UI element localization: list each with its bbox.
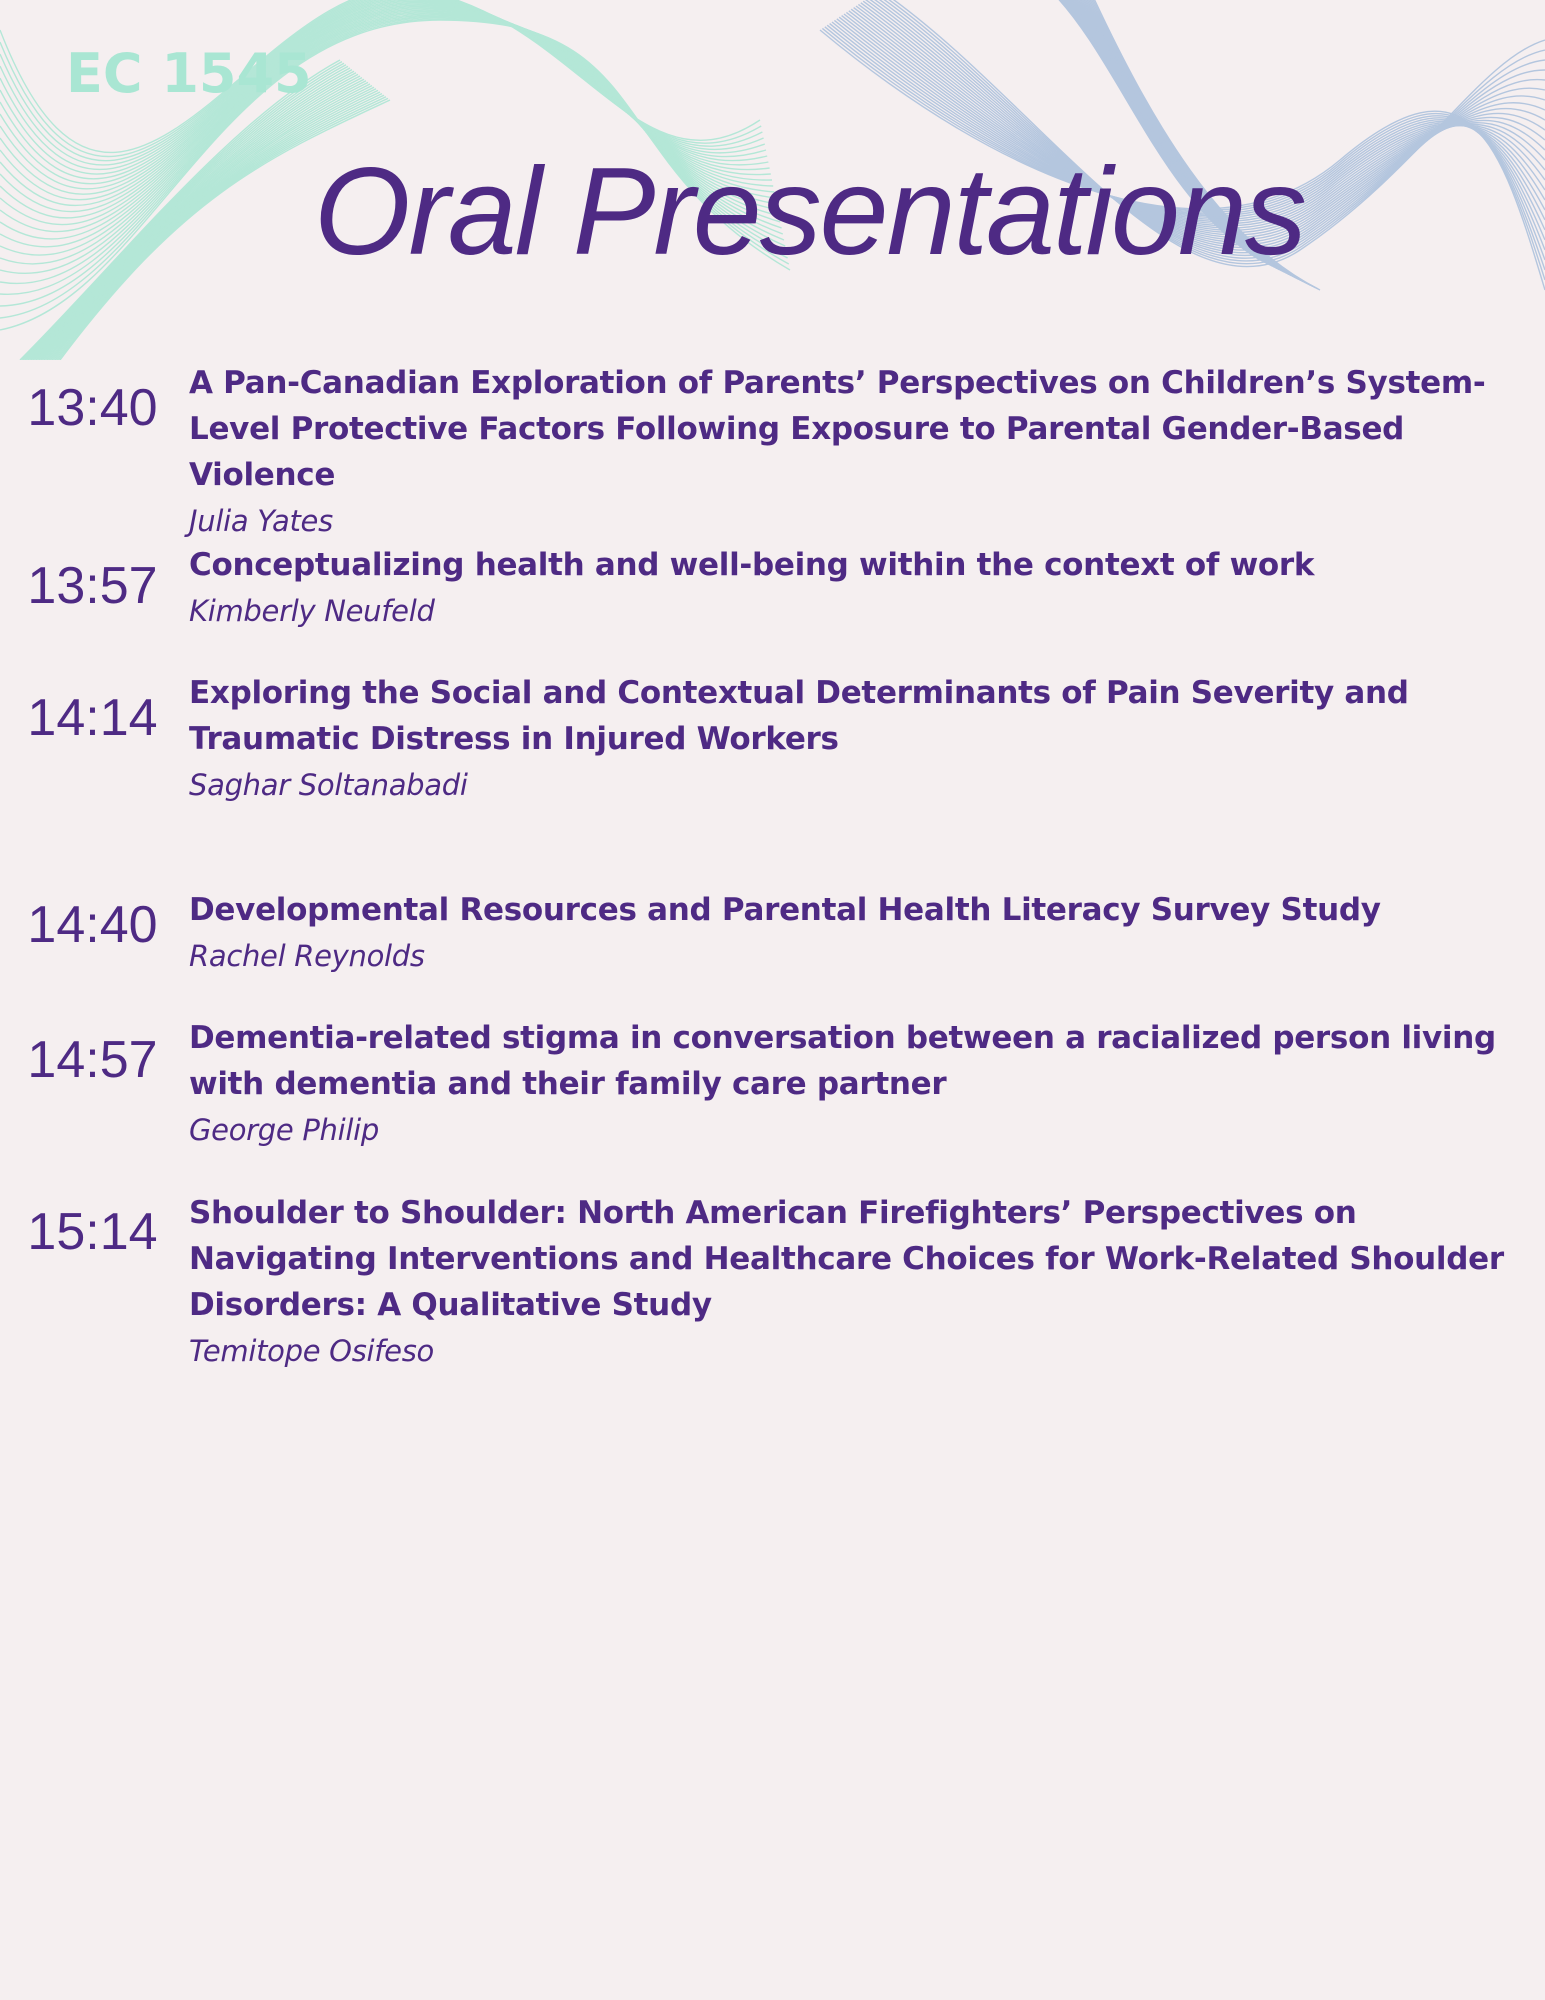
page-title: Oral Presentations <box>314 143 1305 281</box>
session-title: A Pan-Canadian Exploration of Parents’ Perspectives on Children’s System-Level Protective Factors Following Exposure to Parental Gender-Based Violence <box>189 365 1486 493</box>
session-presenter: Saghar Soltanabadi <box>189 768 468 802</box>
session-time: 13:57 <box>27 557 158 615</box>
session-title: Developmental Resources and Parental Health Literacy Survey Study <box>189 892 1381 928</box>
session-time: 14:14 <box>27 689 158 747</box>
session-title: Shoulder to Shoulder: North American Firefighters’ Perspectives on Navigating Interventions and Healthcare Choices for Work-Related Shoulder Disorders: A Qualitative Study <box>189 1195 1504 1323</box>
session-presenter: Temitope Osifeso <box>189 1334 434 1368</box>
session-presenter: Julia Yates <box>189 504 333 538</box>
session-title: Exploring the Social and Contextual Determinants of Pain Severity and Traumatic Distress in Injured Workers <box>189 675 1409 757</box>
session-time: 15:14 <box>27 1203 158 1261</box>
session-presenter: Kimberly Neufeld <box>189 594 435 628</box>
session-time: 14:40 <box>27 896 158 954</box>
session-presenter: George Philip <box>189 1113 379 1147</box>
session-time: 13:40 <box>27 379 158 437</box>
session-title: Dementia-related stigma in conversation between a racialized person living with dementia and their family care partner <box>189 1020 1496 1102</box>
session-time: 14:57 <box>27 1031 158 1089</box>
session-presenter: Rachel Reynolds <box>189 939 425 973</box>
room-label: EC 1545 <box>66 42 312 105</box>
session-title: Conceptualizing health and well-being within the context of work <box>189 547 1315 583</box>
